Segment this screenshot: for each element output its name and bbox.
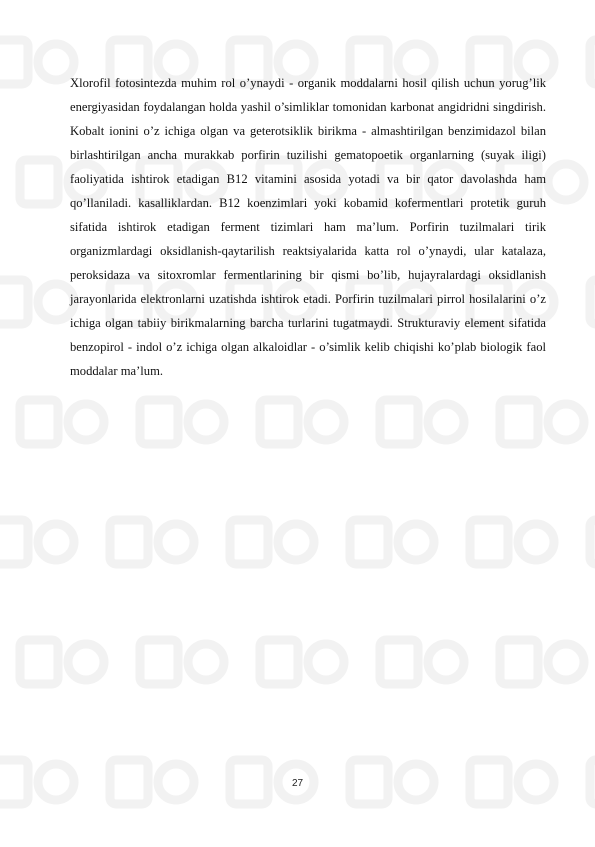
watermark-mark (260, 640, 344, 684)
watermark-mark (380, 400, 464, 444)
watermark-mark (20, 400, 104, 444)
watermark-mark (590, 40, 595, 84)
watermark-mark (0, 520, 74, 564)
watermark-mark (500, 400, 584, 444)
watermark-mark (20, 640, 104, 684)
page-body (70, 71, 546, 383)
page-number: 27 (291, 778, 304, 789)
watermark-mark (0, 40, 74, 84)
watermark-mark (260, 400, 344, 444)
watermark-mark (230, 520, 314, 564)
watermark-mark (380, 640, 464, 684)
watermark-mark (590, 280, 595, 324)
watermark-mark (500, 640, 584, 684)
watermark-mark (140, 400, 224, 444)
watermark-mark (140, 640, 224, 684)
watermark-mark (0, 280, 74, 324)
watermark-mark (470, 520, 554, 564)
watermark-mark (350, 520, 434, 564)
body-paragraph: Xlorofil fotosintezda muhim rol o’ynaydi - organik moddalarni hosil qilish uchun yorug’lik energiyasidan foydalangan holda yashil o’simliklar tomonidan karbonat angidridni singdirish. Kobalt ionini o’z ichiga olgan va geterotsiklik birikma - almashtirilgan benzimidazol bilan birlashtirilgan ancha murakkab porfirin tuzilishi gematopoetik organlarning (suyak iligi) faoliyatida ishtirok etadigan B12 vitamini asosida yotadi va bir qator davolashda ham qo’llaniladi. kasalliklardan. B12 koenzimlari yoki kobamid kofermentlari protetik guruh sifatida ishtirok etadigan ferment tizimlari ham ma’lum. Porfirin tuzilmalari tirik organizmlardagi oksidlanish-qaytarilish reaktsiyalarida katta rol o’ynaydi, ular katalaza, peroksidaza va sitoxromlar fermentlarining bir qismi bo’lib, hujayralardagi oksidlanish jarayonlarida elektronlarni uzatishda ishtirok etadi. Porfirin tuzilmalari pirrol hosilalarini o’z ichiga olgan tabiiy birikmalarning barcha turlarini tugatmaydi. Strukturaviy element sifatida benzopirol - indol o’z ichiga olgan alkaloidlar - o’simlik kelib chiqishi ko’plab biologik faol moddalar ma’lum. (70, 76, 546, 378)
watermark-mark (110, 520, 194, 564)
watermark-mark (590, 520, 595, 564)
